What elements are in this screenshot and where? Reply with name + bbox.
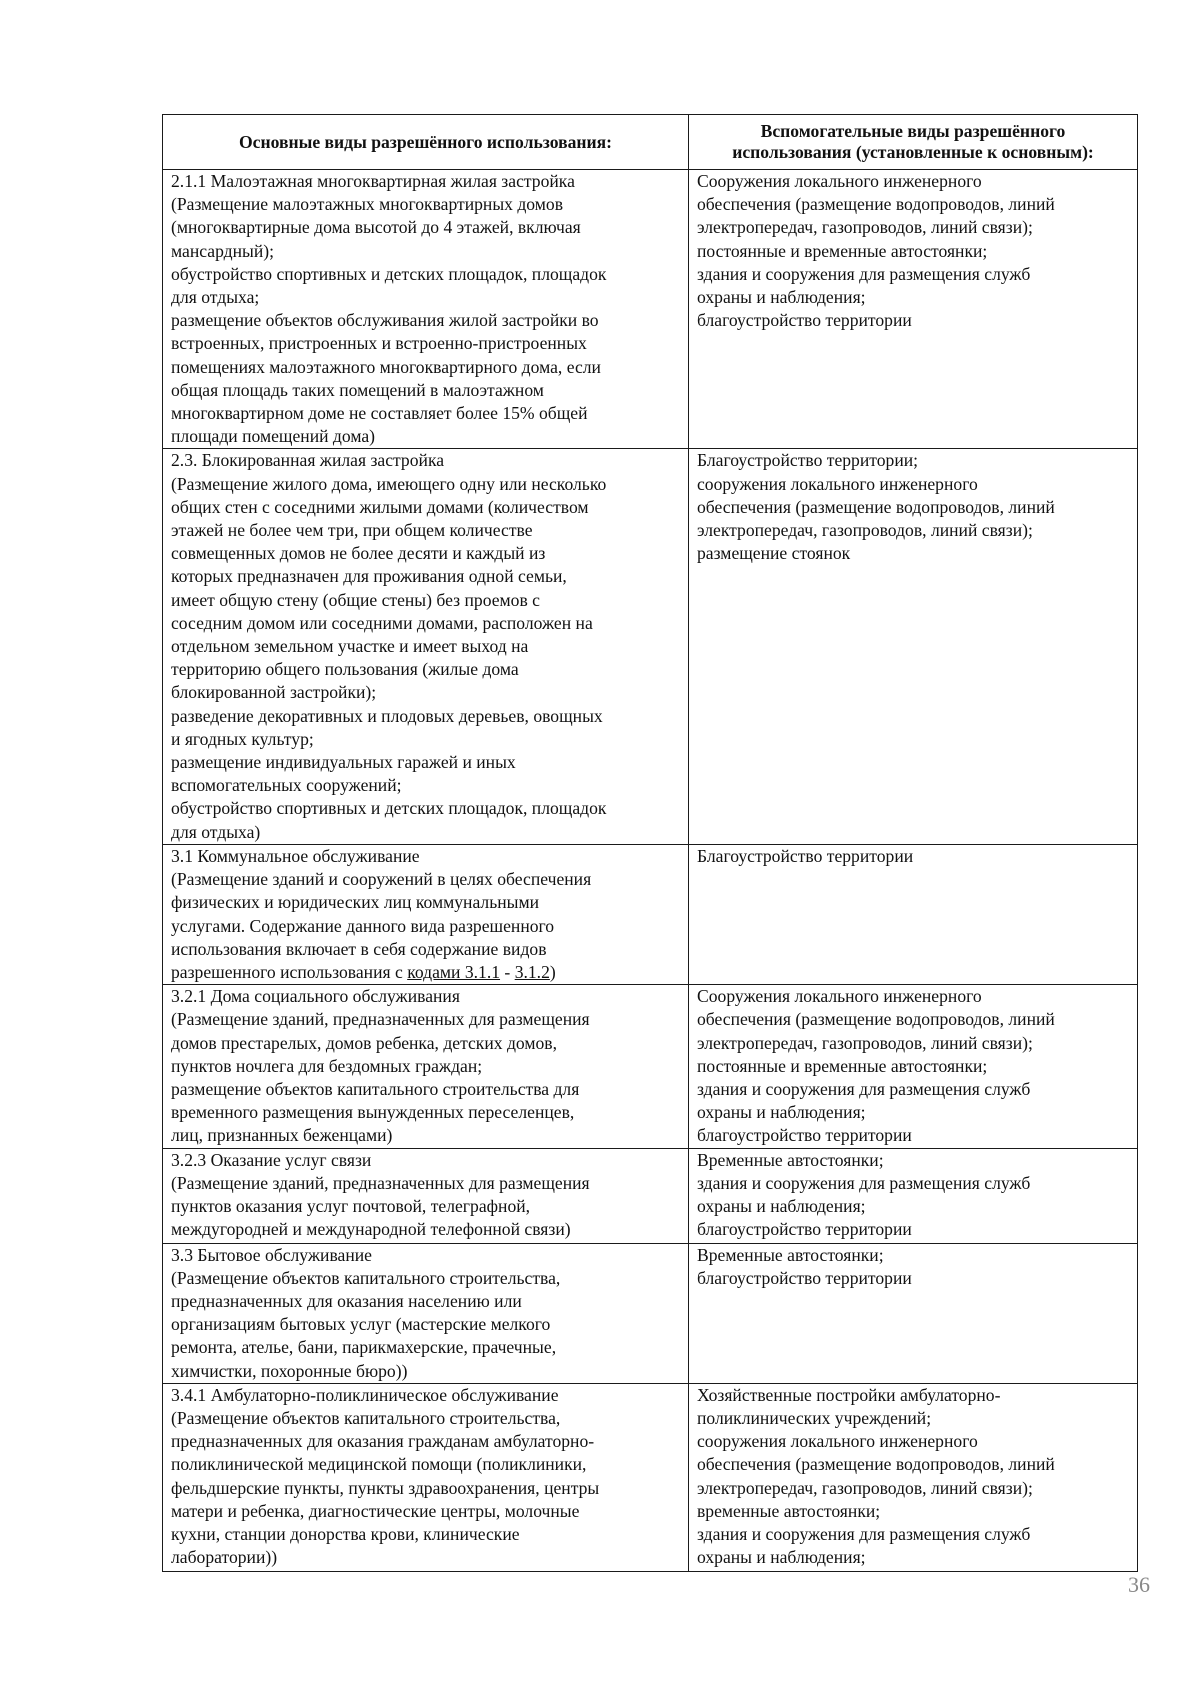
text-line: электропередач, газопроводов, линий связи);: [697, 520, 1033, 541]
text-line: размещение объектов обслуживания жилой застройки во: [171, 310, 599, 331]
header-aux-line: использования (установленные к основным):: [732, 142, 1094, 162]
header-main-uses: [163, 115, 689, 170]
text-line: электропередач, газопроводов, линий связи);: [697, 1032, 1033, 1053]
text-line: междугородней и международной телефонной связи): [171, 1219, 571, 1240]
text-line: и ягодных культур;: [171, 728, 314, 749]
text-line: обеспечения (размещение водопроводов, линий: [697, 496, 1055, 517]
header-auxiliary-uses: [689, 115, 1138, 170]
text-line: вспомогательных сооружений;: [171, 775, 402, 796]
main-use-cell: [163, 985, 689, 1148]
text-line: охраны и наблюдения;: [697, 1102, 866, 1123]
text-line: использования включает в себя содержание видов: [171, 938, 547, 959]
text-line: 3.4.1 Амбулаторно-поликлиническое обслуживание: [171, 1384, 559, 1405]
text-line: которых предназначен для проживания одной семьи,: [171, 566, 567, 587]
text-line: соседним домом или соседними домами, расположен на: [171, 612, 593, 633]
text-line: этажей не более чем три, при общем количестве: [171, 520, 533, 541]
aux-use-cell: [689, 1243, 1138, 1383]
aux-use-cell: [689, 844, 1138, 984]
text-fragment: -: [500, 961, 515, 982]
text-line: 3.3 Бытовое обслуживание: [171, 1244, 372, 1265]
text-line: охраны и наблюдения;: [697, 1547, 866, 1568]
text-line: здания и сооружения для размещения служб: [697, 1523, 1031, 1544]
text-line: обустройство спортивных и детских площадок, площадок: [171, 263, 607, 284]
text-line: здания и сооружения для размещения служб: [697, 1172, 1031, 1193]
text-line: 3.2.1 Дома социального обслуживания: [171, 986, 460, 1007]
text-line: домов престарелых, домов ребенка, детских домов,: [171, 1032, 557, 1053]
text-line: сооружения локального инженерного: [697, 473, 978, 494]
code-link-3-1-2[interactable]: 3.1.2: [514, 961, 550, 982]
text-line: предназначенных для оказания населению или: [171, 1290, 522, 1311]
text-line: (Размещение зданий, предназначенных для размещения: [171, 1172, 590, 1193]
text-line: размещение индивидуальных гаражей и иных: [171, 752, 516, 773]
text-line: (Размещение объектов капитального строительства,: [171, 1267, 561, 1288]
table-row: [163, 985, 1138, 1148]
aux-use-cell: [689, 170, 1138, 449]
text-line: здания и сооружения для размещения служб: [697, 1078, 1031, 1099]
table-row: [163, 449, 1138, 844]
text-line: территорию общего пользования (жилые дома: [171, 659, 519, 680]
text-line: благоустройство территории: [697, 1219, 912, 1240]
text-line: фельдшерские пункты, пункты здравоохранения, центры: [171, 1477, 600, 1498]
text-line: Благоустройство территории: [697, 845, 914, 866]
text-line: ремонта, ателье, бани, парикмахерские, прачечные,: [171, 1337, 557, 1358]
text-line: благоустройство территории: [697, 1267, 912, 1288]
aux-use-cell: [689, 449, 1138, 844]
text-fragment: ): [549, 961, 556, 982]
text-line: (многоквартирные дома высотой до 4 этажей, включая: [171, 217, 581, 238]
text-line: помещениях малоэтажного многоквартирного дома, если: [171, 356, 601, 377]
main-use-cell: [163, 449, 689, 844]
table-row: [163, 1243, 1138, 1383]
text-line: (Размещение объектов капитального строительства,: [171, 1407, 561, 1428]
text-line: общих стен с соседними жилыми домами (количеством: [171, 496, 589, 517]
text-line: Хозяйственные постройки амбулаторно-: [697, 1384, 1001, 1405]
main-use-cell: [163, 1383, 689, 1571]
aux-use-cell: [689, 1148, 1138, 1243]
text-line: поликлинической медицинской помощи (поликлиники,: [171, 1454, 587, 1475]
table-row: [163, 1148, 1138, 1243]
text-line: встроенных, пристроенных и встроенно-пристроенных: [171, 333, 587, 354]
text-line: химчистки, похоронные бюро)): [171, 1360, 408, 1381]
text-line: обеспечения (размещение водопроводов, линий: [697, 194, 1055, 215]
text-line: предназначенных для оказания гражданам амбулаторно-: [171, 1431, 595, 1452]
text-line: здания и сооружения для размещения служб: [697, 263, 1031, 284]
text-line: размещение объектов капитального строительства для: [171, 1078, 580, 1099]
table-row: [163, 170, 1138, 449]
text-line: электропередач, газопроводов, линий связи);: [697, 217, 1033, 238]
text-line: мансардный);: [171, 240, 274, 261]
header-main-uses-label: Основные виды разрешённого использования:: [238, 131, 613, 152]
header-aux-line: Вспомогательные виды разрешённого: [760, 121, 1066, 141]
text-line: организациям бытовых услуг (мастерские мелкого: [171, 1314, 551, 1335]
text-fragment: разрешенного использования с: [171, 961, 408, 982]
text-line: совмещенных домов не более десяти и каждый из: [171, 543, 546, 564]
text-line: (Размещение жилого дома, имеющего одну или несколько: [171, 473, 607, 494]
text-line: Временные автостоянки;: [697, 1244, 884, 1265]
main-use-cell: [163, 1243, 689, 1383]
text-line: Сооружения локального инженерного: [697, 986, 982, 1007]
text-line: общая площадь таких помещений в малоэтажном: [171, 379, 544, 400]
text-line: временного размещения вынужденных переселенцев,: [171, 1102, 575, 1123]
text-line: размещение стоянок: [697, 543, 851, 564]
text-line: обустройство спортивных и детских площадок, площадок: [171, 798, 607, 819]
table-header-row: [163, 115, 1138, 170]
text-line: отдельном земельном участке и имеет выход на: [171, 636, 529, 657]
text-line-with-links: [171, 961, 682, 984]
text-line: благоустройство территории: [697, 1125, 912, 1146]
text-line: (Размещение зданий и сооружений в целях обеспечения: [171, 869, 592, 890]
text-line: 2.1.1 Малоэтажная многоквартирная жилая застройка: [171, 171, 575, 191]
text-line: временные автостоянки;: [697, 1500, 881, 1521]
text-line: Сооружения локального инженерного: [697, 171, 982, 191]
text-line: блокированной застройки);: [171, 682, 377, 703]
text-line: 3.1 Коммунальное обслуживание: [171, 845, 420, 866]
text-line: сооружения локального инженерного: [697, 1431, 978, 1452]
text-line: постоянные и временные автостоянки;: [697, 240, 988, 261]
text-line: 3.2.3 Оказание услуг связи: [171, 1149, 372, 1170]
aux-use-cell: [689, 985, 1138, 1148]
text-line: (Размещение зданий, предназначенных для размещения: [171, 1009, 590, 1030]
text-line: площади помещений дома): [171, 426, 376, 447]
main-use-cell: [163, 1148, 689, 1243]
text-line: физических и юридических лиц коммунальными: [171, 892, 539, 913]
text-line: охраны и наблюдения;: [697, 1195, 866, 1216]
text-line: для отдыха;: [171, 287, 260, 308]
text-line: электропередач, газопроводов, линий связи);: [697, 1477, 1033, 1498]
text-line: Благоустройство территории;: [697, 450, 919, 471]
text-line: охраны и наблюдения;: [697, 287, 866, 308]
table-row: [163, 1383, 1138, 1571]
text-line: пунктов ночлега для бездомных граждан;: [171, 1055, 483, 1076]
text-line: обеспечения (размещение водопроводов, линий: [697, 1009, 1055, 1030]
text-line: лаборатории)): [171, 1547, 278, 1568]
text-line: пунктов оказания услуг почтовой, телеграфной,: [171, 1195, 531, 1216]
permitted-use-table: [162, 114, 1138, 1572]
text-line: Временные автостоянки;: [697, 1149, 884, 1170]
aux-use-cell: [689, 1383, 1138, 1571]
text-line: 2.3. Блокированная жилая застройка: [171, 450, 445, 471]
table-row: [163, 844, 1138, 984]
page-number: 36: [1128, 1572, 1150, 1597]
text-line: матери и ребенка, диагностические центры, молочные: [171, 1500, 580, 1521]
code-link-3-1-1[interactable]: кодами 3.1.1: [407, 961, 501, 982]
text-line: кухни, станции донорства крови, клинические: [171, 1523, 520, 1544]
text-line: постоянные и временные автостоянки;: [697, 1055, 988, 1076]
text-line: благоустройство территории: [697, 310, 912, 331]
text-line: лиц, признанных беженцами): [171, 1125, 393, 1146]
text-line: разведение декоративных и плодовых деревьев, овощных: [171, 705, 603, 726]
text-line: (Размещение малоэтажных многоквартирных домов: [171, 194, 564, 215]
main-use-cell: [163, 170, 689, 449]
text-line: для отдыха): [171, 821, 261, 842]
text-line: поликлинических учреждений;: [697, 1407, 932, 1428]
main-use-cell: [163, 844, 689, 984]
text-line: обеспечения (размещение водопроводов, линий: [697, 1454, 1055, 1475]
text-line: услугами. Содержание данного вида разрешенного: [171, 915, 555, 936]
text-line: имеет общую стену (общие стены) без проемов с: [171, 589, 540, 610]
text-line: многоквартирном доме не составляет более 15% общей: [171, 403, 588, 424]
